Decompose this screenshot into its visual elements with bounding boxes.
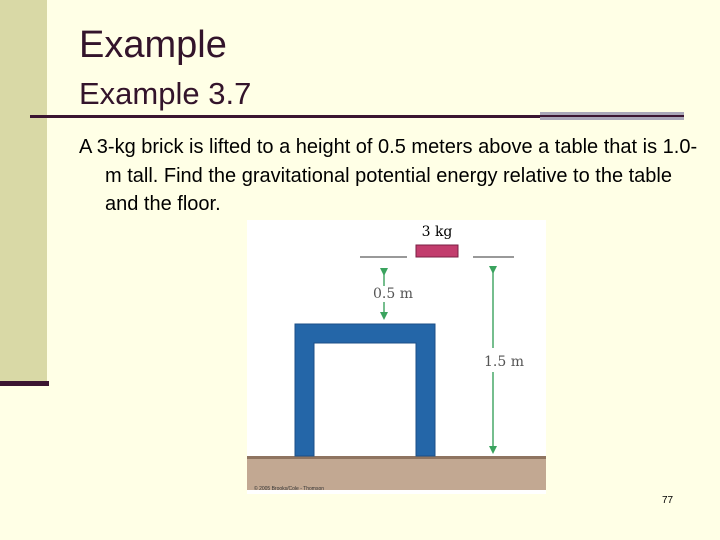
- slide-title: Example: [79, 24, 227, 66]
- height-above-table-label: 0.5 m: [373, 286, 413, 302]
- brick-label: 3 kg: [421, 224, 453, 240]
- problem-statement: A 3-kg brick is lifted to a height of 0.5 meters above a table that is 1.0-m tall. Find the gravitational potential energy relative to the table and the floor.: [79, 136, 698, 215]
- page-number: 77: [662, 495, 674, 506]
- figure-svg: [247, 220, 546, 494]
- slide-subtitle: Example 3.7: [79, 76, 252, 111]
- table: [295, 324, 435, 456]
- side-band: [0, 0, 47, 383]
- floor: [247, 456, 546, 490]
- title-rule-accent-line: [540, 115, 684, 117]
- figure-copyright: © 2005 Brooks/Cole - Thomson: [254, 486, 325, 492]
- height-above-floor-label: 1.5 m: [484, 354, 524, 370]
- brick-table-figure: [247, 220, 546, 494]
- title-rule: [30, 115, 540, 118]
- side-band-edge: [0, 381, 49, 386]
- brick: [416, 245, 458, 257]
- floor-edge: [247, 456, 546, 459]
